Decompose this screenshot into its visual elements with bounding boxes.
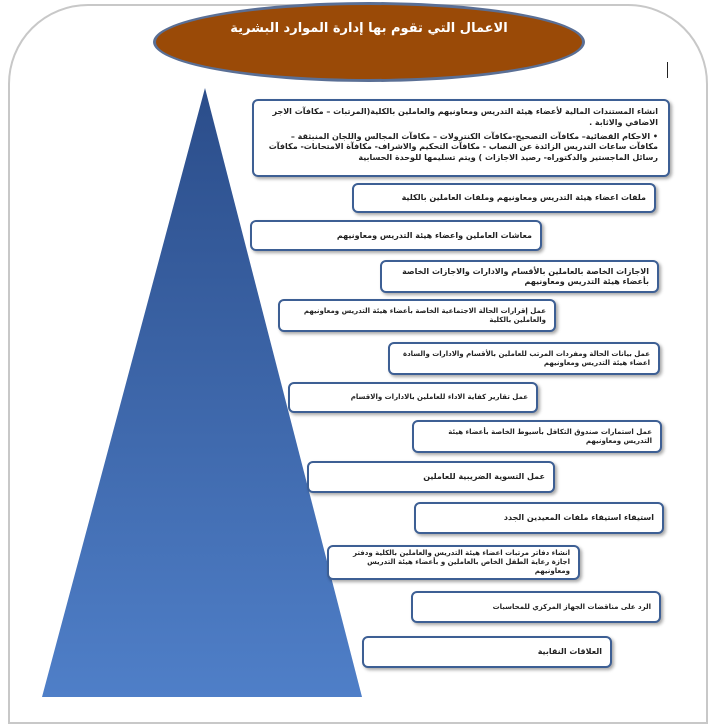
task-box-pensions: [250, 220, 542, 251]
task-label: معاشات العاملين واعضاء هيئة التدريس ومعاونيهم: [336, 230, 532, 240]
text-cursor: [667, 62, 668, 78]
task-label: عمل التسوية الضريبية للعاملين: [423, 472, 545, 481]
task-label: عمل تقارير كفاية الاداء للعاملين بالادارات والاقسام: [350, 393, 528, 402]
task-label: عمل بيانات الحالة ومفردات المرتب للعاملين بالأقسام والادارات والسادة اعضاء هيئة التدريس ومعاونيهم: [402, 349, 650, 367]
task-paragraph: • الاحكام القضائية– مكافآت التصحيح-مكافآت الكنترولات – مكافآت المجالس واللجان المنبثقة –مكافآت ساعات التدريس الزائدة عن النصاب - مكافآت التحكيم والاشراف- مكافآة الامتحانات- مكافآت رسائل الماجستير والدكتوراه- رصيد الاجازات ) ويتم تسليمها للوحدة الحسابية: [264, 132, 658, 164]
task-box-social-status: [278, 299, 556, 332]
task-label: ملفات اعضاء هيئة التدريس ومعاونيهم وملفات العاملين بالكلية: [401, 193, 646, 202]
task-label: انشاء دفاتر مرتبات اعضاء هيئة التدريس والعاملين بالكلية ودفتر اجازة رعاية الطفل الخاص بالعاملين و بأعضاء هيئة التدريس ومعاونيهم: [352, 549, 570, 575]
task-box-staff-files: [352, 183, 656, 213]
task-box-tax-settlement: [307, 461, 555, 493]
task-box-salary-data: [388, 342, 660, 375]
task-box-financial-documents: [252, 99, 670, 177]
task-box-performance-reports: [288, 382, 538, 413]
task-box-union-relations: [362, 636, 612, 668]
task-paragraph: انشاء المستندات المالية لأعضاء هيئة التدريس ومعاونيهم والعاملين بالكلية(المرتبات – مكافآت الاجر الاضافي والاثابة .: [272, 107, 658, 127]
task-label: استيفاء استيفاء ملفات المعيدين الجدد: [503, 513, 654, 522]
task-label: عمل إقرارات الحالة الاجتماعية الخاصة بأعضاء هيئة التدريس ومعاونيهم والعاملين بالكلية: [303, 306, 546, 324]
task-label: الاجازات الخاصة بالعاملين بالأقسام والادارات والاجازات الخاصة بأعضاء هيئة التدريس ومعاونيهم: [402, 266, 649, 286]
page-title: الاعمال التي تقوم بها إدارة الموارد البشرية: [230, 21, 508, 36]
title-ellipse: [153, 2, 585, 82]
task-box-leaves: [380, 260, 659, 293]
task-box-payroll-books: [327, 545, 580, 580]
task-box-audit-reply: [411, 591, 661, 623]
task-box-solidarity-fund: [412, 420, 662, 453]
task-label: الرد على مناقضات الجهاز المركزي للمحاسبات: [492, 602, 651, 611]
task-label: العلاقات النقابية: [537, 647, 602, 656]
task-label: عمل استمارات صندوق التكافل بأسيوط الخاصة بأعضاء هيئة التدريس ومعاونيهم: [448, 427, 652, 445]
task-box-new-assistants: [414, 502, 664, 534]
